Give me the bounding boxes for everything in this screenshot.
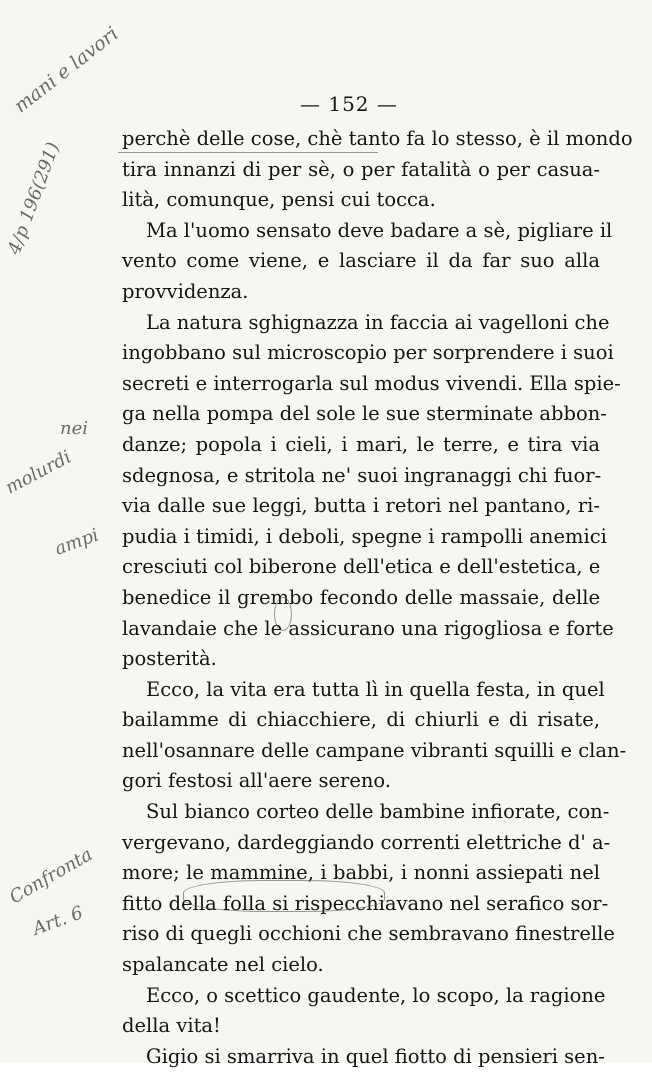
text-line: Sul bianco corteo delle bambine infiorate, con- [146, 800, 610, 824]
pencil-bracket [274, 597, 292, 631]
handwritten-note: Art. 6 [30, 902, 86, 940]
text-line: more; le mammine, i babbi, i nonni assiepati nel [122, 861, 600, 885]
text-line: pudia i timidi, i deboli, spegne i rampolli anemici [122, 524, 607, 548]
text-line: cresciuti col biberone dell'etica e dell'estetica, e [122, 555, 601, 579]
text-line: gori festosi all'aere sereno. [122, 769, 392, 793]
text-line: perchè delle cose, chè tanto fa lo stesso, è il mondo [122, 127, 633, 150]
text-line: ga nella pompa del sole le sue sterminate abbon- [122, 402, 607, 426]
text-line: Ecco, la vita era tutta lì in quella festa, in quel [146, 677, 605, 701]
handwritten-note: Confronta [6, 844, 97, 909]
text-line: danze; popola i cieli, i mari, le terre, e tira via [122, 432, 600, 456]
text-line: vento come viene, e lasciare il da far suo alla [122, 249, 600, 273]
text-line: tira innanzi di per sè, o per fatalità o per casua- [122, 157, 600, 181]
handwritten-note: nei [60, 418, 89, 439]
page-number: — 152 — [300, 92, 398, 116]
text-line: ingobbano sul microscopio per sorprendere i suoi [122, 341, 614, 365]
text-line: via dalle sue leggi, butta i retori nel pantano, ri- [122, 494, 600, 518]
text-line: lità, comunque, pensi cui tocca. [122, 188, 436, 212]
handwritten-note: molurdi [2, 446, 75, 499]
text-line: della vita! [122, 1014, 221, 1038]
handwritten-note: ampi [52, 524, 102, 560]
text-line: provvidenza. [122, 279, 249, 303]
text-line: sdegnosa, e stritola ne' suoi ingranaggi chi fuor- [122, 463, 602, 487]
text-line: lavandaie che le assicurano una rigogliosa e forte [122, 616, 614, 640]
text-line: Ma l'uomo sensato deve badare a sè, pigliare il [146, 218, 613, 242]
text-line: secreti e interrogarla sul modus vivendi. Ella spie- [122, 371, 621, 395]
text-line: bailamme di chiacchiere, di chiurli e di risate, [122, 708, 600, 732]
handwritten-note: mani e lavori [10, 22, 123, 118]
text-line: La natura sghignazza in faccia ai vagelloni che [146, 310, 610, 334]
body-text [122, 124, 633, 1072]
handwritten-note: 4/p 196(291) [4, 139, 64, 258]
text-line: posterità. [122, 647, 217, 671]
text-line: fitto della folla si rispecchiavano nel serafico sor- [122, 891, 609, 915]
pencil-underline [118, 152, 378, 153]
text-line: nell'osannare delle campane vibranti squilli e clan- [122, 738, 627, 762]
text-line: spalancate nel cielo. [122, 953, 324, 977]
pencil-bracket [183, 880, 385, 912]
text-line: vergevano, dardeggiando correnti elettriche d' a- [122, 830, 611, 854]
text-line: benedice il grembo fecondo delle massaie, delle [122, 585, 600, 609]
text-line: Gigio si smarriva in quel fiotto di pensieri sen- [146, 1044, 605, 1068]
text-line: Ecco, o scettico gaudente, lo scopo, la ragione [146, 983, 606, 1007]
text-line: riso di quegli occhioni che sembravano finestrelle [122, 922, 615, 946]
